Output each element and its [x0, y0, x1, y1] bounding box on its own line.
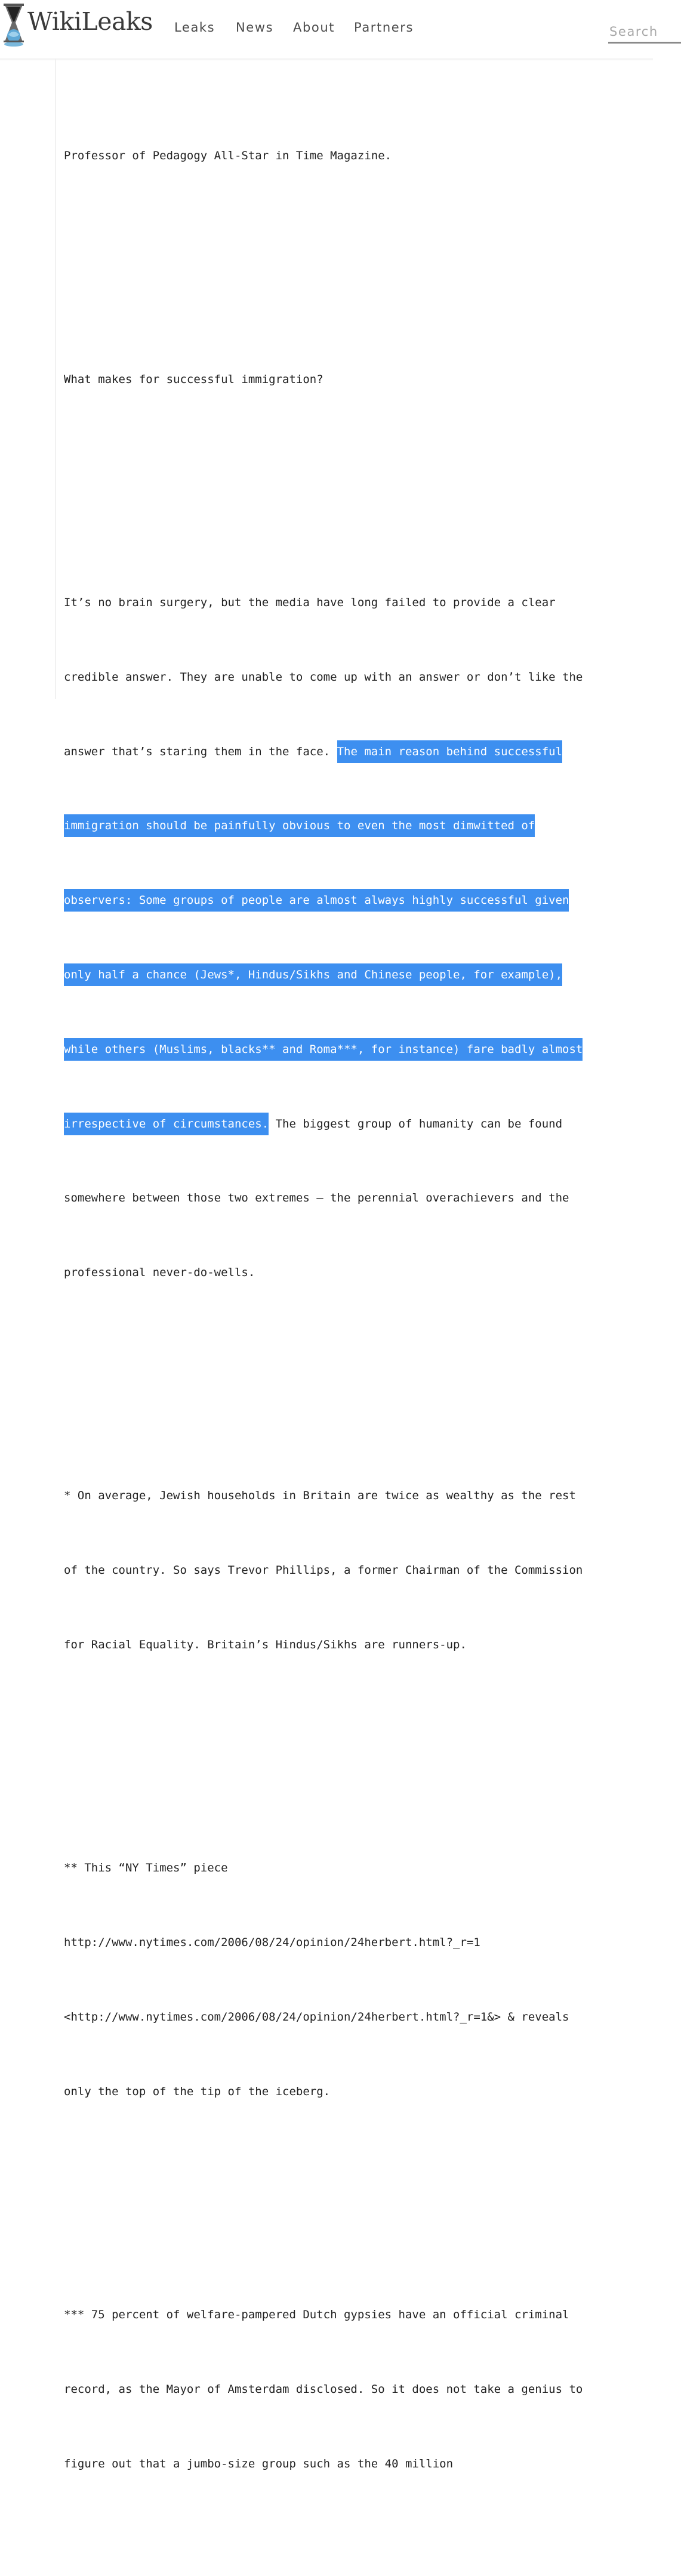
text-line [64, 740, 637, 765]
footnote-1 [64, 1434, 637, 1707]
text-line [64, 1037, 637, 1062]
text-line: for Racial Equality. Britain’s Hindus/Sikhs are runners-up. [64, 1638, 467, 1651]
selected-text[interactable]: while others (Muslims, blacks** and Roma***, for instance) fare badly almost [64, 1038, 583, 1061]
text-line [64, 963, 637, 988]
text-line: * On average, Jewish households in Britain are twice as wealthy as the rest [64, 1489, 576, 1503]
document-body [64, 45, 637, 2576]
text-line: figure out that a jumbo-size group such as the 40 million [64, 2457, 454, 2470]
url-line: <http://www.nytimes.com/2006/08/24/opinion/24herbert.html?_r=1&> & reveals [64, 2010, 569, 2024]
site-header [0, 0, 653, 58]
text-line: somewhere between those two extremes – the perennial overachievers and the [64, 1191, 569, 1205]
selected-text[interactable]: irrespective of circumstances. [64, 1113, 269, 1135]
nav-about[interactable]: About [293, 20, 335, 35]
text-line: *** 75 percent of welfare-pampered Dutch gypsies have an official criminal [64, 2308, 569, 2322]
text-line: professional never-do-wells. [64, 1266, 255, 1280]
viewport-bottom-edge [0, 699, 653, 716]
footnote-2 [64, 1806, 637, 2154]
nav-news[interactable]: News [236, 20, 274, 35]
cut-off-paragraph [64, 94, 637, 218]
nav-leaks[interactable]: Leaks [174, 20, 215, 35]
selected-text[interactable]: immigration should be painfully obvious to even the most dimwitted of [64, 814, 535, 837]
text-line [64, 888, 637, 913]
selected-text[interactable]: only half a chance (Jews*, Hindus/Sikhs and Chinese people, for example), [64, 963, 562, 986]
cut-off-line: Professor of Pedagogy All-Star in Time Magazine. [64, 149, 392, 163]
nav-partners[interactable]: Partners [354, 20, 414, 35]
selected-text[interactable]: The main reason behind successful [337, 740, 563, 763]
text-line: only the top of the tip of the iceberg. [64, 2084, 331, 2098]
text-line: of the country. So says Trevor Phillips, a former Chairman of the Commission [64, 1564, 583, 1577]
search-input[interactable] [608, 21, 681, 44]
question-line: What makes for successful immigration? [64, 372, 323, 386]
wikileaks-hourglass-logo-icon[interactable] [1, 2, 26, 48]
text-line: record, as the Mayor of Amsterdam disclosed. So it does not take a genius to [64, 2382, 583, 2396]
text-line: It’s no brain surgery, but the media have long failed to provide a clear [64, 596, 556, 610]
selected-text[interactable]: observers: Some groups of people are almost always highly successful given [64, 889, 569, 912]
text-line: credible answer. They are unable to come up with an answer or don’t like the [64, 670, 583, 684]
question-paragraph [64, 318, 637, 442]
url-line: http://www.nytimes.com/2006/08/24/opinion/24herbert.html?_r=1 [64, 1936, 480, 1950]
footnote-3 [64, 2253, 637, 2526]
text-line [64, 814, 637, 839]
header-shadow [0, 58, 653, 61]
text-segment: The biggest group of humanity can be found [269, 1117, 563, 1131]
main-paragraph [64, 541, 637, 1335]
brand-name[interactable]: WikiLeaks [27, 7, 153, 36]
text-segment: answer that’s staring them in the face. [64, 745, 337, 758]
text-line [64, 1112, 637, 1137]
text-line: ** This “NY Times” piece [64, 1861, 228, 1875]
